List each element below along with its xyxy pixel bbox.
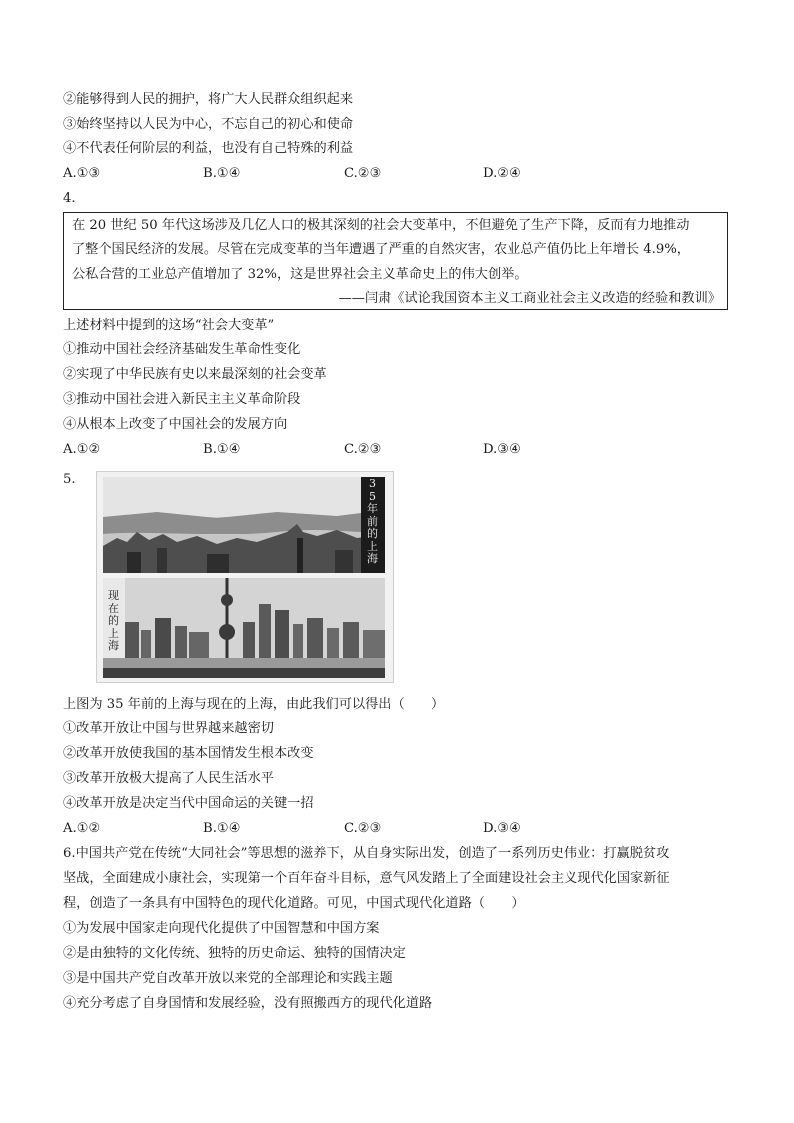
q6-stem-line: 坚战，全面建成小康社会，实现第一个百年奋斗目标，意气风发踏上了全面建设社会主义现代化国家新征 [63,871,670,886]
q3-option-b: B.①④ [203,166,241,181]
q4-item-3: ③推动中国社会进入新民主主义革命阶段 [63,392,301,407]
shanghai-comparison-photo [96,471,394,683]
q4-quote-line: 公私合营的工业总产值增加了 32%，这是世界社会主义革命史上的伟大创举。 [72,267,528,282]
q4-item-4: ④从根本上改变了中国社会的发展方向 [63,417,288,432]
q4-option-b: B.①④ [203,442,241,457]
q6-item-3: ③是中国共产党自改革开放以来党的全部理论和实践主题 [63,971,393,986]
photo-label-35-years-ago: 35年前的上海 [367,477,378,565]
q5-option-d: D.③④ [483,821,521,836]
q5-item-2: ②改革开放使我国的基本国情发生根本改变 [63,746,314,761]
q4-option-a: A.①② [63,442,101,457]
q6-item-2: ②是由独特的文化传统、独特的历史命运、独特的国情决定 [63,946,406,961]
photo-label-now: 现在的上海 [108,589,119,652]
q5-option-b: B.①④ [203,821,241,836]
q3-item-3: ③始终坚持以人民为中心，不忘自己的初心和使命 [63,117,354,132]
q3-options [63,166,663,182]
q4-item-2: ②实现了中华民族有史以来最深刻的社会变革 [63,367,327,382]
q4-number: 4. [63,191,76,206]
shanghai-photo-illustration [97,472,393,682]
q5-stem: 上图为 35 年前的上海与现在的上海，由此我们可以得出（ ） [63,697,445,712]
q4-quote-source: ——闫肃《试论我国资本主义工商业社会主义改造的经验和教训》 [338,291,721,306]
q4-stem: 上述材料中提到的这场“社会大变革” [63,318,275,333]
q5-number: 5. [63,472,76,487]
q6-stem-line: 6.中国共产党在传统“大同社会”等思想的滋养下，从自身实际出发，创造了一系列历史伟业：打赢脱贫攻 [63,846,670,861]
q3-option-a: A.①③ [63,166,101,181]
q5-item-1: ①改革开放让中国与世界越来越密切 [63,721,274,736]
q3-option-c: C.②③ [344,166,382,181]
q4-item-1: ①推动中国社会经济基础发生革命性变化 [63,342,301,357]
q4-quote-line: 了整个国民经济的发展。尽管在完成变革的当年遭遇了严重的自然灾害，农业总产值仍比上年增长 4.9%， [72,242,690,257]
q3-item-2: ②能够得到人民的拥护，将广大人民群众组织起来 [63,92,354,107]
q4-option-d: D.③④ [483,442,521,457]
q4-quote-box [63,212,728,310]
q4-quote-line: 在 20 世纪 50 年代这场涉及几亿人口的极其深刻的社会大变革中，不但避免了生产下降，反而有力地推动 [72,218,690,233]
q5-options [63,821,663,837]
q3-option-d: D.②④ [483,166,521,181]
q3-item-4: ④不代表任何阶层的利益，也没有自己特殊的利益 [63,141,354,156]
q6-item-4: ④充分考虑了自身国情和发展经验，没有照搬西方的现代化道路 [63,996,433,1011]
q6-item-1: ①为发展中国家走向现代化提供了中国智慧和中国方案 [63,921,380,936]
q6-stem-line: 程，创造了一条具有中国特色的现代化道路。可见，中国式现代化道路（ ） [63,896,525,911]
q4-option-c: C.②③ [344,442,382,457]
q5-item-3: ③改革开放极大提高了人民生活水平 [63,771,274,786]
q5-option-c: C.②③ [344,821,382,836]
q4-options [63,442,663,458]
q5-item-4: ④改革开放是决定当代中国命运的关键一招 [63,796,314,811]
q5-option-a: A.①② [63,821,101,836]
